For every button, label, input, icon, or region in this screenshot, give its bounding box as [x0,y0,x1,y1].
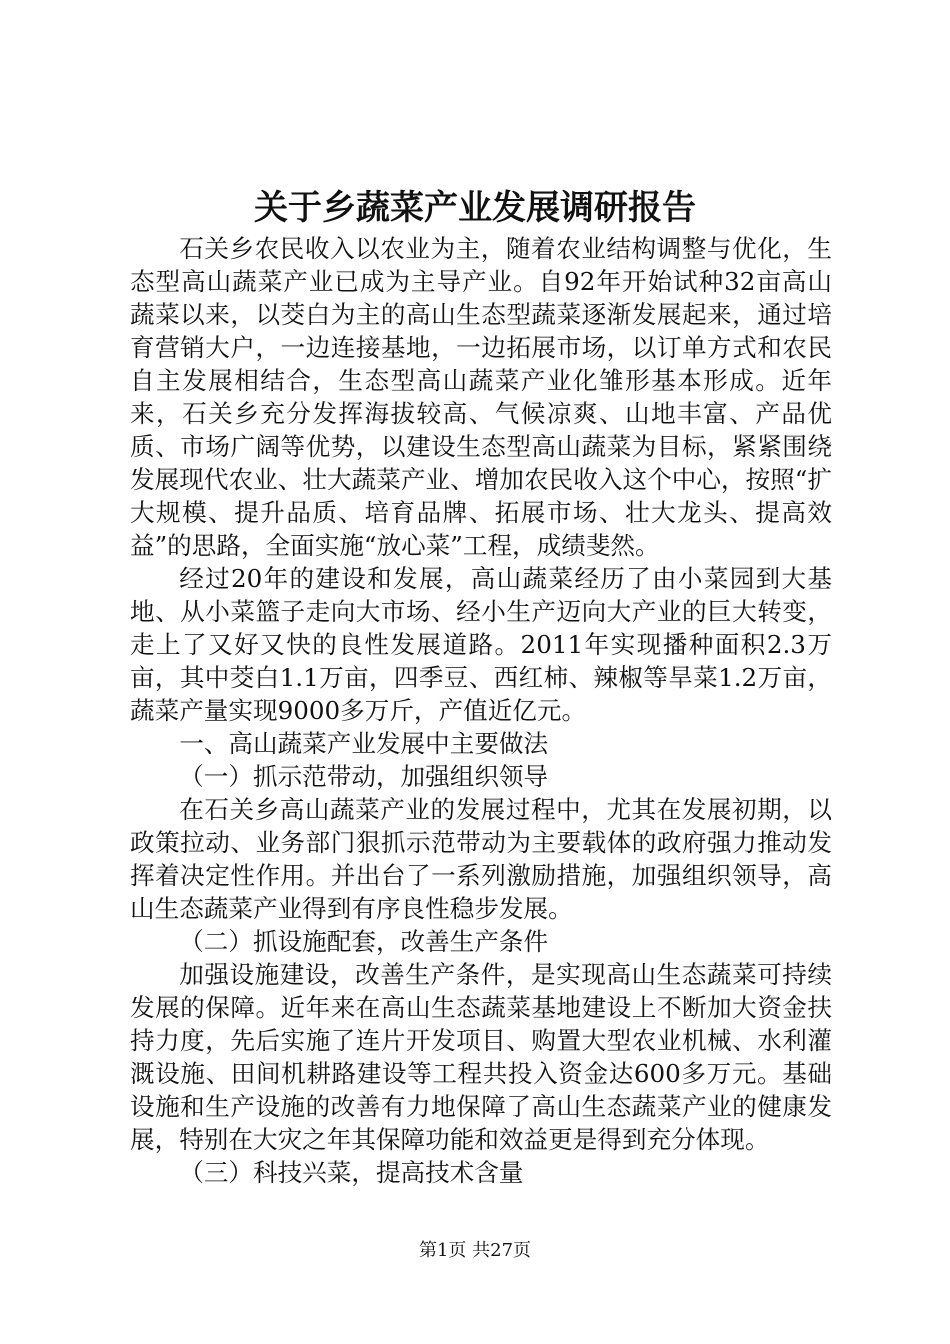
document-title: 关于乡蔬菜产业发展调研报告 [254,188,696,228]
subsection-heading-2: （二）抓设施配套，改善生产条件 [179,927,549,956]
paragraph-facilities: 加强设施建设，改善生产条件，是实现高山生态蔬菜可持续发展的保障。近年来在高山生态蔬菜基地建设上不断加大资金扶持力度，先后实施了连片开发项目、购置大型农业机械、水利灌溉设施、田间机耕路建设等工程共投入资金达600多万元。基础设施和生产设施的改善有力地保障了高山生态蔬菜产业的健康发展，特别在大灾之年其保障功能和效益更是得到充分体现。 [130,960,832,1154]
paragraph-development: 经过20年的建设和发展，高山蔬菜经历了由小菜园到大基地、从小菜篮子走向大市场、经小生产迈向大产业的巨大转变，走上了又好又快的良性发展道路。2011年实现播种面积2.3万亩，其中茭白1.1万亩，四季豆、西红柿、辣椒等旱菜1.2万亩，蔬菜产量实现9000多万斤，产值近亿元。 [130,564,832,725]
subsection-heading-3: （三）科技兴菜，提高技术含量 [179,1158,524,1187]
subsection-heading-1: （一）抓示范带动，加强组织领导 [179,762,549,791]
paragraph-demonstration: 在石关乡高山蔬菜产业的发展过程中，尤其在发展初期，以政策拉动、业务部门狠抓示范带动为主要载体的政府强力推动发挥着决定性作用。并出台了一系列激励措施，加强组织领导，高山生态蔬菜产业得到有序良性稳步发展。 [130,795,832,923]
document-body [130,232,832,1189]
page-number-footer: 第1页 共27页 [418,1240,532,1261]
paragraph-intro: 石关乡农民收入以农业为主，随着农业结构调整与优化，生态型高山蔬菜产业已成为主导产业。自92年开始试种32亩高山蔬菜以来，以茭白为主的高山生态型蔬菜逐渐发展起来，通过培育营销大户，一边连接基地，一边拓展市场，以订单方式和农民自主发展相结合，生态型高山蔬菜产业化雏形基本形成。近年来，石关乡充分发挥海拔较高、气候凉爽、山地丰富、产品优质、市场广阔等优势，以建设生态型高山蔬菜为目标，紧紧围绕发展现代农业、壮大蔬菜产业、增加农民收入这个中心，按照“扩大规模、提升品质、培育品牌、拓展市场、壮大龙头、提高效益”的思路，全面实施“放心菜”工程，成绩斐然。 [130,234,832,560]
section-heading-1: 一、高山蔬菜产业发展中主要做法 [179,729,549,758]
